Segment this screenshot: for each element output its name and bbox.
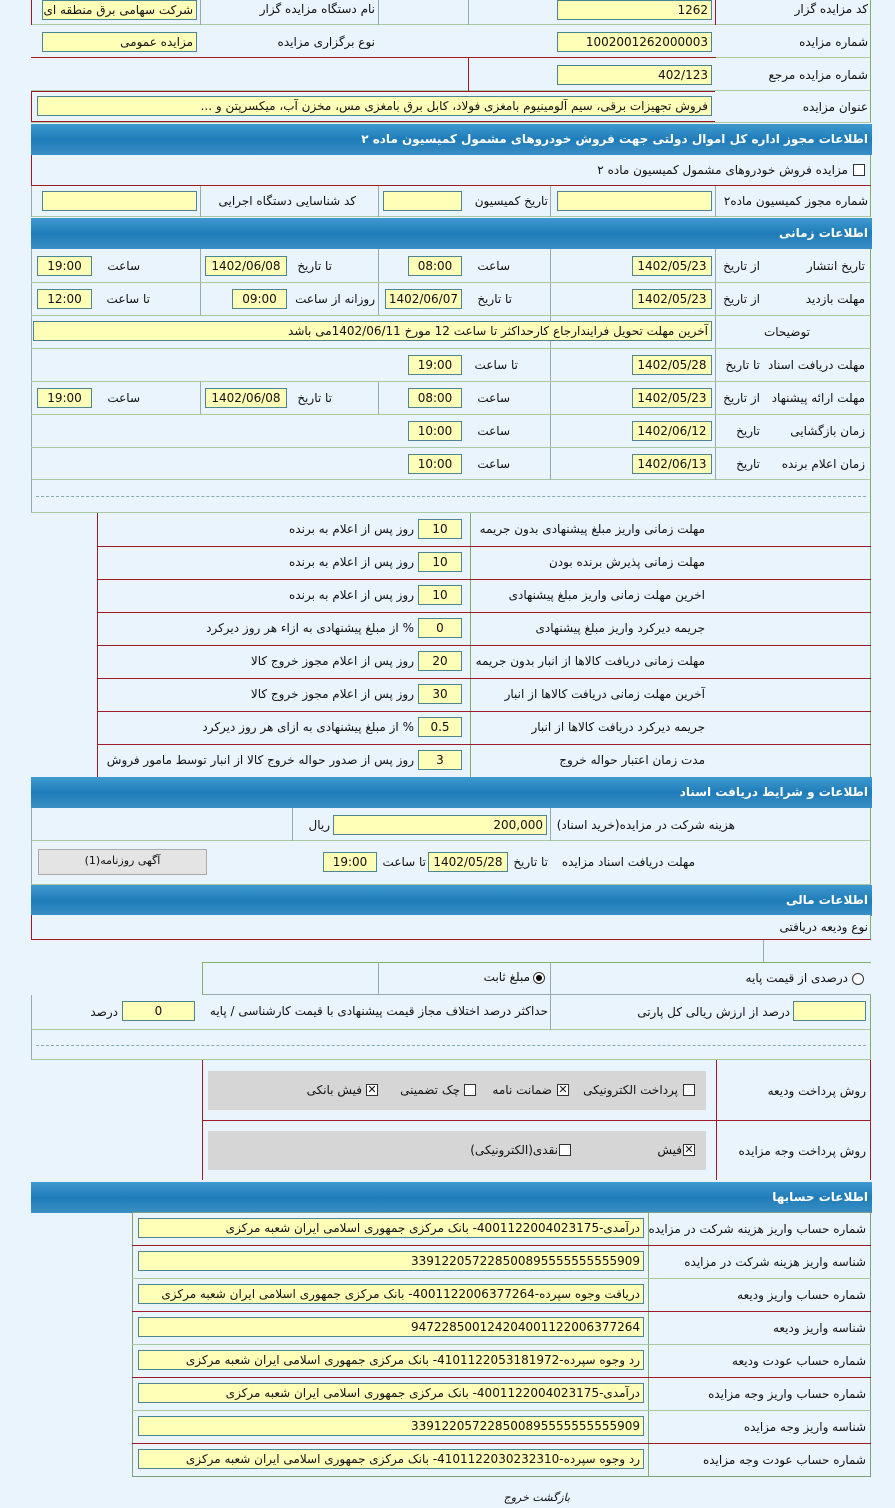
visit-daily-from-label: روزانه از ساعت [295, 292, 375, 306]
deadline-label: مدت زمان اعتبار حواله خروج [559, 753, 705, 767]
currency-label: ریال [308, 818, 330, 832]
account-value-field[interactable]: درآمدی-4001122004023175- بانک مرکزی جمهوری اسلامی ایران شعبه مرکزی [138, 1218, 644, 1238]
deadline-label: جریمه دیرکرد واریز مبلغ پیشنهادی [535, 621, 705, 635]
publish-to-time-label: ساعت [107, 259, 140, 273]
deadline-label: مهلت زمانی واریز مبلغ پیشنهادی بدون جریمه [479, 522, 705, 536]
title-label: عنوان مزایده [802, 100, 868, 114]
account-label: شماره حساب واریز وجه مزایده [708, 1387, 866, 1401]
deposit-method-bank-slip-label: فیش بانکی [306, 1083, 362, 1097]
deposit-method-guarantee-checkbox[interactable]: ✕ [558, 1083, 568, 1096]
deadline-value-field[interactable]: 0.5 [418, 717, 462, 737]
opening-label: زمان بازگشایی [790, 424, 865, 438]
winner-date-label: تاریخ [736, 457, 760, 471]
offer-to-time[interactable]: 19:00 [37, 388, 92, 408]
publish-to-time[interactable]: 19:00 [37, 256, 92, 276]
account-label: شماره حساب عودت ودیعه [732, 1354, 866, 1368]
opening-date[interactable]: 1402/06/12 [632, 421, 712, 441]
winner-date[interactable]: 1402/06/13 [632, 454, 712, 474]
commission-date-label: تاریخ کمیسیون [474, 194, 548, 208]
publish-to-label: تا تاریخ [297, 259, 332, 273]
exec-id-label: کد شناسایی دستگاه اجرایی [218, 194, 356, 208]
offer-to-time-label: ساعت [107, 391, 140, 405]
account-value-field[interactable]: رد وجوه سپرده-4101122030232310- بانک مرکزی جمهوری اسلامی ایران شعبه مرکزی [138, 1449, 644, 1469]
deadline-value-field[interactable]: 3 [418, 750, 462, 770]
account-value-field[interactable]: 947228500124204001122006377264 [138, 1317, 644, 1337]
offer-to-date[interactable]: 1402/06/08 [205, 388, 287, 408]
docs-to-label: تا تاریخ [725, 358, 760, 372]
auction-type-field[interactable]: مزایده عمومی [42, 32, 197, 52]
deadline-unit: روز پس از اعلام مجوز خروج کالا [250, 654, 414, 668]
fixed-amount-radio[interactable] [533, 972, 545, 984]
deadline-label: اخرین مهلت زمانی واریز مبلغ پیشنهادی [508, 588, 705, 602]
newspaper-ad-button[interactable]: آگهی روزنامه(1) [38, 849, 207, 875]
publish-label: تاریخ انتشار [806, 259, 865, 273]
visit-to-date[interactable]: 1402/06/07 [385, 289, 462, 309]
percent-value-field[interactable] [793, 1001, 866, 1021]
winner-time-label: ساعت [477, 457, 510, 471]
opening-date-label: تاریخ [736, 424, 760, 438]
financial-header: اطلاعات مالی [31, 885, 872, 916]
docs-to-date-field[interactable]: 1402/05/28 [428, 852, 508, 872]
offer-label: مهلت ارائه پیشنهاد [771, 391, 865, 405]
account-label: شماره حساب عودت وجه مزایده [702, 1453, 866, 1467]
deposit-method-bank-slip-checkbox[interactable]: ✕ [367, 1083, 377, 1096]
auctioneer-code-field[interactable]: 1262 [557, 0, 712, 20]
docs-deadline-label-2: مهلت دریافت اسناد مزایده [561, 855, 695, 869]
exec-id-field[interactable] [42, 191, 197, 211]
deadline-value-field[interactable]: 30 [418, 684, 462, 704]
title-field[interactable]: فروش تجهیزات برقی، سیم آلومینیوم بامغزی فولاد، کابل برق بامغزی مس، مخزن آب، میکسرپتن و ... [37, 96, 712, 116]
deadline-label: آخرین مهلت زمانی دریافت کالاها از انبار [504, 687, 705, 701]
visit-daily-to-label: تا ساعت [106, 292, 150, 306]
account-value-field[interactable]: رد وجوه سپرده-4101122053181972- بانک مرکزی جمهوری اسلامی ایران شعبه مرکزی [138, 1350, 644, 1370]
percent-unit: درصد [90, 1005, 118, 1019]
org-name-label: نام دستگاه مزایده گزار [259, 2, 375, 16]
payment-method-slip-label: فیش [657, 1143, 682, 1157]
deadline-value-field[interactable]: 20 [418, 651, 462, 671]
notes-field[interactable]: آخرین مهلت تحویل فرایندارجاع کارحداکثر تا ساعت 12 مورخ 1402/06/11می باشد [33, 321, 712, 341]
deadline-unit: روز پس از صدور حواله خروج کالا از انبار توسط مامور فروش [106, 753, 414, 767]
org-name-field[interactable]: شرکت سهامی برق منطقه ای [42, 0, 197, 20]
account-value-field[interactable]: درآمدی-4001122004023175- بانک مرکزی جمهوری اسلامی ایران شعبه مرکزی [138, 1383, 644, 1403]
visit-from-label: از تاریخ [723, 292, 760, 306]
deadline-value-field[interactable]: 10 [418, 552, 462, 572]
deadline-unit: % از مبلغ پیشنهادی به ازای هر روز دیرکرد [202, 720, 414, 734]
docs-deadline-label: مهلت دریافت اسناد [767, 358, 865, 372]
deadline-unit: روز پس از اعلام مجوز خروج کالا [250, 687, 414, 701]
winner-label: زمان اعلام برنده [781, 457, 865, 471]
payment-method-label: روش پرداخت وجه مزایده [738, 1144, 866, 1158]
offer-from-time-label: ساعت [477, 391, 510, 405]
fee-field[interactable]: 200,000 [333, 815, 547, 835]
offer-from-date[interactable]: 1402/05/23 [632, 388, 712, 408]
publish-to-date[interactable]: 1402/06/08 [205, 256, 287, 276]
docs-to-time-field[interactable]: 19:00 [323, 852, 377, 872]
account-value-field[interactable]: 339122057228500895555555555909 [138, 1416, 644, 1436]
permit-header: اطلاعات مجوز اداره کل اموال دولتی جهت فروش خودروهای مشمول کمیسیون ماده ۲ [31, 124, 872, 155]
visit-daily-to[interactable]: 12:00 [37, 289, 92, 309]
publish-from-label: از تاریخ [723, 259, 760, 273]
visit-to-label: تا تاریخ [477, 292, 512, 306]
max-diff-field[interactable]: 0 [122, 1001, 195, 1021]
percent-desc: درصد از ارزش ریالی کل پارتی [637, 1005, 790, 1019]
deposit-type-label: نوع ودیعه دریافتی [779, 920, 868, 934]
account-label: شناسه واریز وجه مزایده [743, 1420, 866, 1434]
divider [36, 496, 866, 497]
account-label: شماره حساب واریز ودیعه [737, 1288, 866, 1302]
account-label: شناسه واریز هزینه شرکت در مزایده [684, 1255, 866, 1269]
deadline-label: مهلت زمانی پذیرش برنده بودن [548, 555, 705, 569]
fee-label: هزینه شرکت در مزایده(خرید اسناد) [556, 818, 735, 832]
permit-number-field[interactable] [557, 191, 712, 211]
publish-from-time[interactable]: 08:00 [408, 256, 462, 276]
deadline-value-field[interactable]: 10 [418, 585, 462, 605]
opening-time-label: ساعت [477, 424, 510, 438]
deadline-value-field[interactable]: 0 [418, 618, 462, 638]
documents-header: اطلاعات و شرایط دریافت اسناد [31, 777, 872, 808]
permit-number-label: شماره مجوز کمیسیون ماده۲ [723, 194, 868, 208]
auctioneer-code-label: کد مزایده گزار [794, 2, 868, 16]
docs-to-date[interactable]: 1402/05/28 [632, 355, 712, 375]
article2-checkbox[interactable] [853, 164, 865, 176]
accounts-header: اطلاعات حسابها [31, 1182, 872, 1213]
divider-2 [36, 1045, 866, 1046]
payment-method-slip-checkbox[interactable]: ✕ [684, 1143, 694, 1156]
payment-method-cash-label: نقدی(الکترونیکی) [470, 1143, 558, 1157]
timing-header: اطلاعات زمانی [31, 218, 872, 249]
max-diff-label: حداکثر درصد اختلاف مجاز قیمت پیشنهادی با قیمت کارشناسی / پایه [209, 1004, 548, 1018]
deadline-unit: روز پس از اعلام به برنده [289, 522, 414, 536]
visit-label: مهلت بازدید [805, 292, 865, 306]
commission-date-field[interactable] [383, 191, 462, 211]
offer-from-label: از تاریخ [723, 391, 760, 405]
deposit-method-cheque-checkbox[interactable] [464, 1084, 476, 1096]
visit-from-date[interactable]: 1402/05/23 [632, 289, 712, 309]
notes-label: توضیحات [763, 325, 810, 339]
offer-from-time[interactable]: 08:00 [408, 388, 462, 408]
account-value-field[interactable]: 339122057228500895555555555909 [138, 1251, 644, 1271]
deadline-value-field[interactable]: 10 [418, 519, 462, 539]
deposit-method-label: روش پرداخت ودیعه [767, 1084, 866, 1098]
visit-daily-from[interactable]: 09:00 [232, 289, 287, 309]
auction-number-field[interactable]: 1002001262000003 [557, 32, 712, 52]
article2-checkbox-label: مزایده فروش خودروهای مشمول کمیسیون ماده ۲ [597, 163, 848, 177]
docs-to-time-label-2: تا ساعت [382, 855, 426, 869]
deadline-unit: روز پس از اعلام به برنده [289, 555, 414, 569]
deadline-label: مهلت زمانی دریافت کالاها از انبار بدون جریمه [475, 654, 705, 668]
percent-base-label: درصدی از قیمت پایه [745, 971, 848, 985]
ref-number-label: شماره مزایده مرجع [768, 68, 868, 82]
publish-from-date[interactable]: 1402/05/23 [632, 256, 712, 276]
deposit-method-electronic-checkbox[interactable] [683, 1084, 695, 1096]
back-exit-link[interactable]: بازگشت خروج [503, 1491, 570, 1504]
auction-number-label: شماره مزایده [799, 35, 868, 49]
docs-to-time-label: تا ساعت [474, 358, 518, 372]
fixed-amount-label: مبلغ ثابت [483, 970, 530, 984]
docs-to-date-label: تا تاریخ [513, 855, 548, 869]
deposit-method-electronic-label: پرداخت الکترونیکی [583, 1083, 678, 1097]
percent-base-radio[interactable] [852, 973, 864, 985]
deadline-unit: روز پس از اعلام به برنده [289, 588, 414, 602]
account-value-field[interactable]: دریافت وجوه سپرده-4001122006377264- بانک مرکزی جمهوری اسلامی ایران شعبه مرکزی [138, 1284, 644, 1304]
deposit-method-cheque-label: چک تضمینی [400, 1083, 460, 1097]
offer-to-label: تا تاریخ [297, 391, 332, 405]
account-label: شناسه واریز ودیعه [772, 1321, 866, 1335]
deadline-unit: % از مبلغ پیشنهادی به ازاء هر روز دیرکرد [206, 621, 414, 635]
opening-time[interactable]: 10:00 [408, 421, 462, 441]
docs-to-time[interactable]: 19:00 [408, 355, 462, 375]
deposit-method-guarantee-label: ضمانت نامه [492, 1083, 552, 1097]
winner-time[interactable]: 10:00 [408, 454, 462, 474]
payment-method-cash-checkbox[interactable] [559, 1144, 571, 1156]
deadline-label: جریمه دیرکرد دریافت کالاها از انبار [531, 720, 705, 734]
auction-type-label: نوع برگزاری مزایده [277, 35, 375, 49]
account-label: شماره حساب واریز هزینه شرکت در مزایده [648, 1222, 866, 1236]
ref-number-field[interactable]: 402/123 [557, 65, 712, 85]
publish-from-time-label: ساعت [477, 259, 510, 273]
